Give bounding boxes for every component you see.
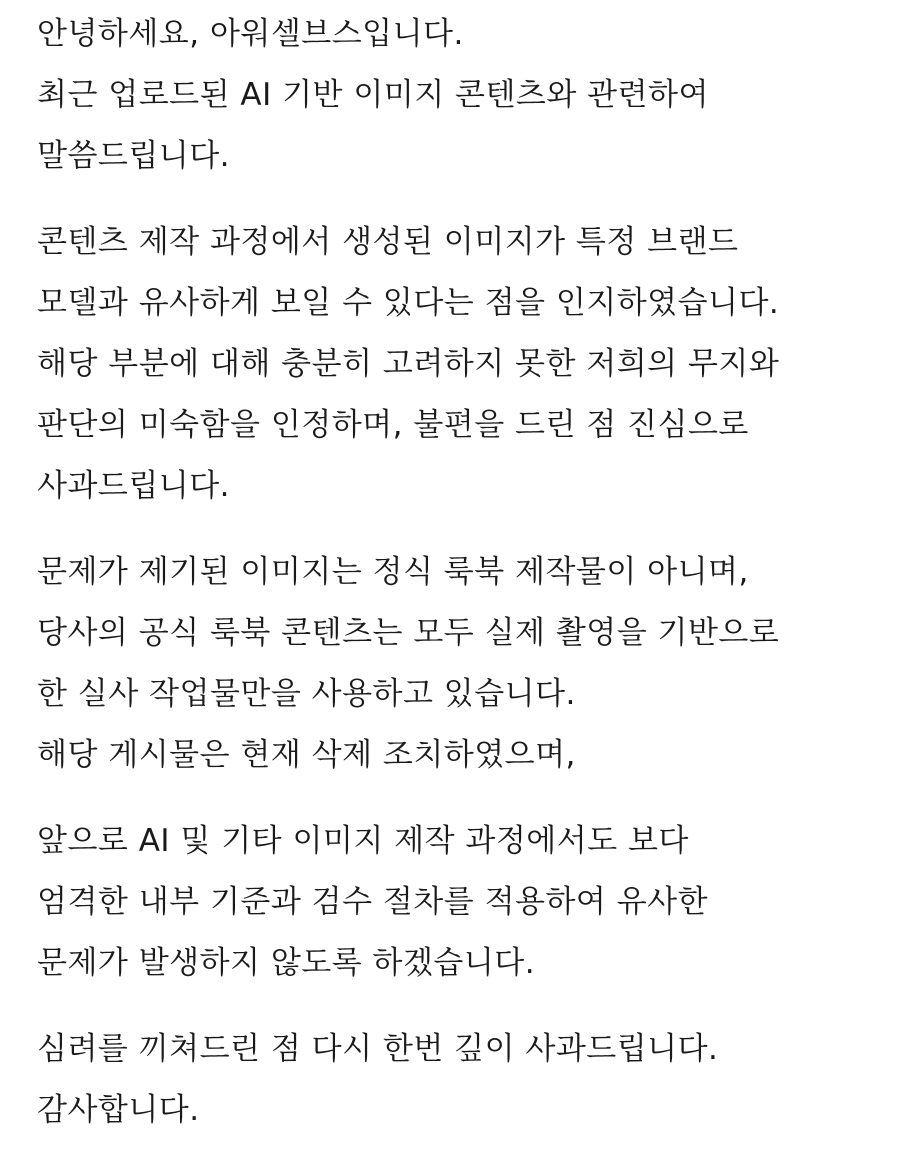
- text-line: 최근 업로드된 AI 기반 이미지 콘텐츠와 관련하여: [37, 77, 709, 113]
- text-line: 콘텐츠 제작 과정에서 생성된 이미지가 특정 브랜드: [37, 224, 739, 260]
- text-line: 사과드립니다.: [37, 468, 231, 504]
- text-line: 당사의 공식 룩북 콘텐츠는 모두 실제 촬영을 기반으로: [37, 615, 780, 651]
- text-line: 해당 게시물은 현재 삭제 조치하였으며,: [37, 737, 576, 773]
- apology-notice: [37, 0, 887, 1166]
- paragraph-acknowledgement: [37, 212, 887, 517]
- text-line: 판단의 미숙함을 인정하며, 불편을 드린 점 진심으로: [37, 407, 749, 443]
- paragraph-greeting: [37, 4, 887, 187]
- text-line: 앞으로 AI 및 기타 이미지 제작 과정에서도 보다: [37, 823, 689, 859]
- text-line: 말씀드립니다.: [37, 138, 231, 174]
- text-line: 해당 부분에 대해 충분히 고려하지 못한 저희의 무지와: [37, 346, 780, 382]
- paragraph-clarification: [37, 542, 887, 786]
- text-line: 엄격한 내부 기준과 검수 절차를 적용하여 유사한: [37, 884, 709, 920]
- text-line: 문제가 제기된 이미지는 정식 룩북 제작물이 아니며,: [37, 554, 749, 590]
- paragraph-closing: [37, 1019, 887, 1141]
- paragraph-commitment: [37, 811, 887, 994]
- text-line: 한 실사 작업물만을 사용하고 있습니다.: [37, 676, 576, 712]
- text-line: 문제가 발생하지 않도록 하겠습니다.: [37, 945, 536, 981]
- text-line: 심려를 끼쳐드린 점 다시 한번 깊이 사과드립니다.: [37, 1031, 719, 1067]
- text-line: 안녕하세요, 아워셀브스입니다.: [37, 16, 464, 52]
- text-line: 모델과 유사하게 보일 수 있다는 점을 인지하였습니다.: [37, 285, 780, 321]
- text-line: 감사합니다.: [37, 1092, 200, 1128]
